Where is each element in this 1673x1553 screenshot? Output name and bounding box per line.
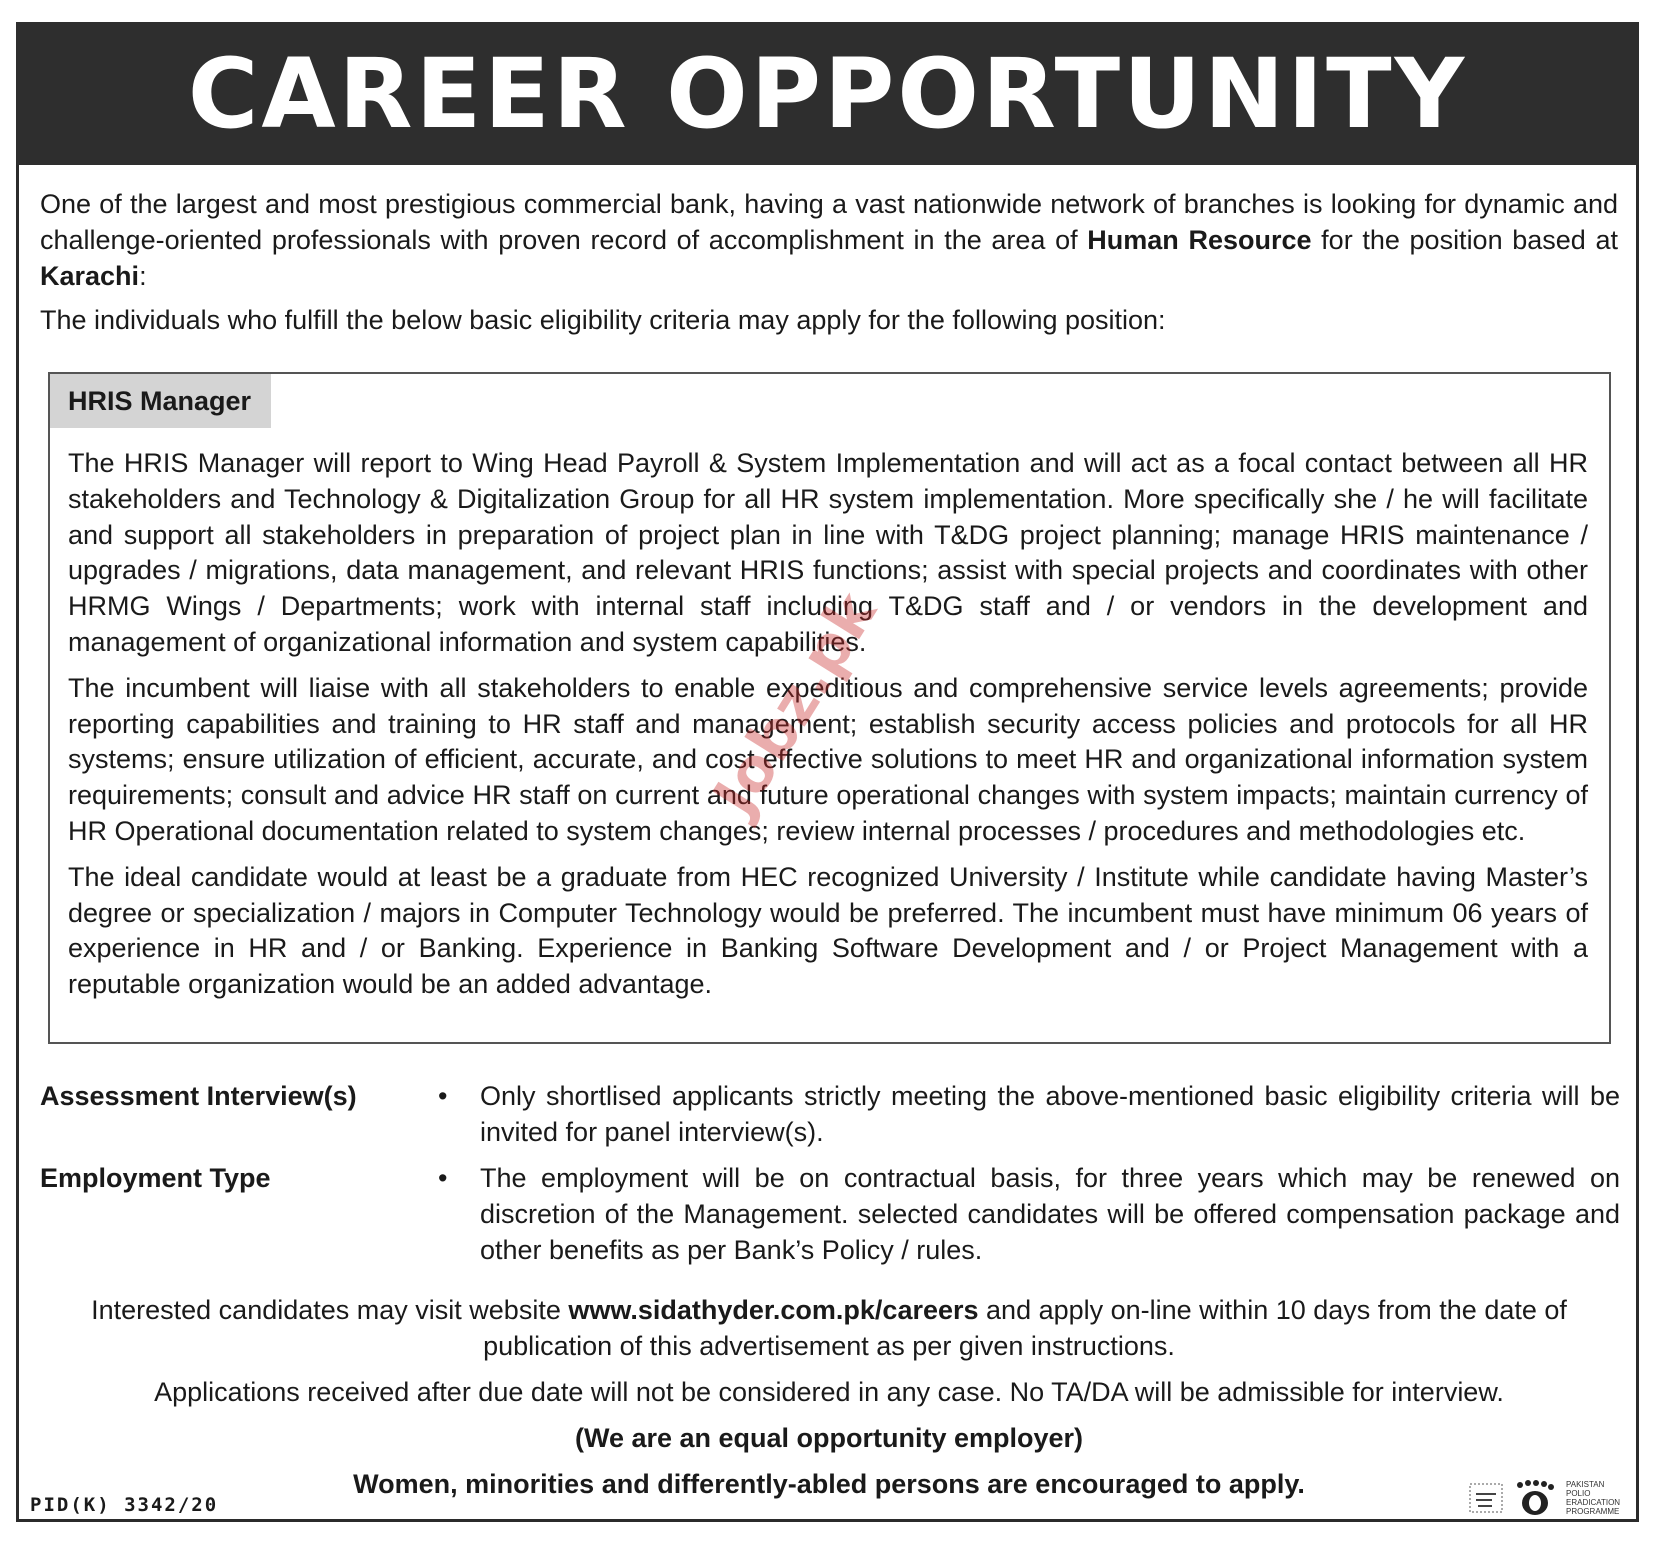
late-application-notice: Applications received after due date will not be considered in any case. No TA/DA will be admissible for interview. bbox=[154, 1377, 1504, 1407]
term-label: Assessment Interview(s) bbox=[40, 1081, 357, 1111]
role-paragraph-3: The ideal candidate would at least be a graduate from HEC recognized University / Institute while candidate having Master’s degree or specialization / majors in Computer Technology would be preferred. The incumbent must have minimum 06 years of experience in HR and / or Banking. Experience in Banking Software Development and / or Project Management with a reputable organization would be an added advantage. bbox=[68, 861, 1588, 1000]
diversity-statement: Women, minorities and differently-abled persons are encouraged to apply. bbox=[353, 1469, 1305, 1499]
position-box bbox=[48, 372, 1611, 1044]
term-text: The employment will be on contractual basis, for three years which may be renewed on discretion of the Management. selected candidates will be offered compensation package and other benefits as per Bank’s Policy / rules. bbox=[480, 1163, 1620, 1265]
watermark: Jobz.pk bbox=[700, 580, 891, 828]
logo-line: ERADICATION bbox=[1566, 1498, 1621, 1507]
intro-text-c: : bbox=[139, 261, 147, 291]
logo-line: POLIO bbox=[1566, 1489, 1591, 1498]
term-row bbox=[40, 1160, 1620, 1268]
intro-area-bold: Human Resource bbox=[1087, 225, 1312, 255]
logo-caption bbox=[1566, 1480, 1620, 1516]
bullet-icon: • bbox=[438, 1081, 448, 1111]
intro-section bbox=[40, 186, 1618, 338]
logo-line: PROGRAMME bbox=[1566, 1507, 1620, 1516]
apply-text-b: and apply on-line within 10 days from the date of publication of this advertisement as per given instructions. bbox=[483, 1295, 1567, 1361]
intro-text-b: for the position based at bbox=[1311, 225, 1618, 255]
role-paragraph-2: The incumbent will liaise with all stakeholders to enable expeditious and comprehensive service levels agreements; provide reporting capabilities and training to HR staff and management; establish security access policies and protocols for all HR systems; ensure utilization of efficient, accurate, and cost effective solutions to meet HR and organizational information system requirements; consult and advice HR staff on current and future operational changes with system impacts; maintain currency of HR Operational documentation related to system changes; review internal processes / procedures and methodologies etc. bbox=[68, 672, 1588, 846]
urdu-emblem-icon bbox=[1468, 1480, 1504, 1516]
closing-section bbox=[40, 1292, 1618, 1502]
intro-paragraph bbox=[40, 186, 1618, 294]
page-title: CAREER OPPORTUNITY bbox=[187, 37, 1468, 150]
term-text: Only shortlised applicants strictly meeting the above-mentioned basic eligibility criteria will be invited for panel interview(s). bbox=[480, 1081, 1620, 1147]
bullet-icon: • bbox=[438, 1163, 448, 1193]
apply-text-a: Interested candidates may visit website bbox=[91, 1295, 569, 1325]
terms-section bbox=[40, 1078, 1620, 1268]
intro-city-bold: Karachi bbox=[40, 261, 140, 291]
role-paragraph-1: The HRIS Manager will report to Wing Head Payroll & System Implementation and will act as a focal contact between all HR stakeholders and Technology & Digitalization Group for all HR system implementation. More specifically she / he will facilitate and support all stakeholders in preparation of project plan in line with T&DG project planning; manage HRIS maintenance / upgrades / migrations, data management, and relevant HRIS functions; assist with special projects and coordinates with other HRMG Wings / Departments; work with internal staff including T&DG staff and / or vendors in the development and management of organizational information and system capabilities. bbox=[68, 448, 1588, 657]
position-title: HRIS Manager bbox=[50, 374, 271, 428]
footprint-icon bbox=[1510, 1479, 1560, 1517]
eligibility-intro: The individuals who fulfill the below basic eligibility criteria may apply for the following position: bbox=[40, 305, 1166, 335]
header-banner bbox=[16, 22, 1639, 165]
intro-text-a: One of the largest and most prestigious commercial bank, having a vast nationwide network of branches is looking for dynamic and challenge-oriented professionals with proven record of accomplishment in the area of bbox=[40, 189, 1618, 255]
publication-id: PID(K) 3342/20 bbox=[30, 1494, 219, 1516]
position-description bbox=[68, 446, 1588, 1003]
careers-link[interactable]: www.sidathyder.com.pk/careers bbox=[568, 1295, 979, 1325]
term-row bbox=[40, 1078, 1620, 1150]
term-label: Employment Type bbox=[40, 1163, 271, 1193]
apply-instructions bbox=[40, 1292, 1618, 1364]
polio-eradication-logo bbox=[1468, 1478, 1638, 1518]
equal-opportunity-statement: (We are an equal opportunity employer) bbox=[574, 1423, 1084, 1453]
logo-line: PAKISTAN bbox=[1566, 1480, 1605, 1489]
